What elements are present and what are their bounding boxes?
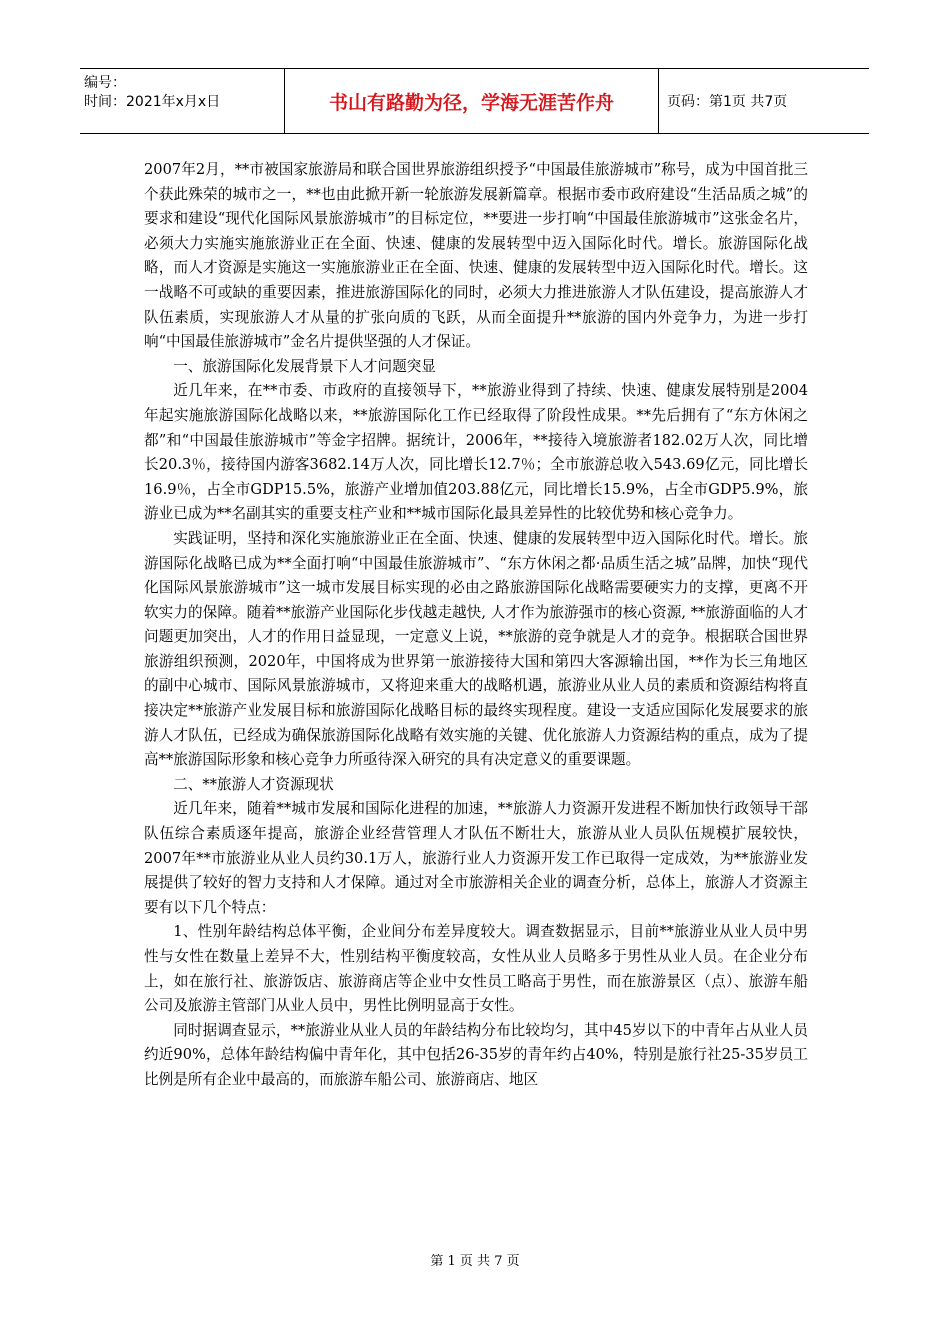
- document-body: [144, 158, 808, 1093]
- paragraph: 近几年来，在**市委、市政府的直接领导下，**旅游业得到了持续、快速、健康发展特别是2004年起实施旅游国际化战略以来，**旅游国际化工作已经取得了阶段性成果。**先后拥有了“东方休闲之都”和“中国最佳旅游城市”等金字招牌。据统计，2006年，**接待入境旅游者182.02万人次，同比增长20.3％，接待国内游客3682.14万人次，同比增长12.7％；全市旅游总收入543.69亿元，同比增长16.9％，占全市GDP15.5%，旅游产业增加值203.88亿元，同比增长15.9%，占全市GDP5.9%，旅游业已成为**名副其实的重要支柱产业和**城市国际化最具差异性的比较优势和核心竞争力。: [144, 382, 808, 523]
- paragraph: 近几年来，随着**城市发展和国际化进程的加速，**旅游人力资源开发进程不断加快行政领导干部队伍综合素质逐年提高，旅游企业经营管理人才队伍不断壮大，旅游从业人员队伍规模扩展较快，2007年**市旅游业从业人员约30.1万人，旅游行业人力资源开发工作已取得一定成效，为**旅游业发展提供了较好的智力支持和人才保障。通过对全市旅游相关企业的调查分析，总体上，旅游人才资源主要有以下几个特点：: [144, 800, 808, 916]
- header-meta: [80, 69, 285, 133]
- section-heading-1: 一、旅游国际化发展背景下人才问题突显: [173, 357, 436, 375]
- header-page-number: 页码：第1页 共7页: [667, 94, 788, 110]
- document-time: 时间：2021年x月x日: [84, 94, 221, 110]
- header-motto: 书山有路勤为径，学海无涯苦作舟: [285, 69, 659, 133]
- paragraph-intro: 2007年2月，**市被国家旅游局和联合国世界旅游组织授予“中国最佳旅游城市”称号，成为中国首批三个获此殊荣的城市之一，**也由此掀开新一轮旅游发展新篇章。根据市委市政府建设“生活品质之城”的要求和建设“现代化国际风景旅游城市”的目标定位，**要进一步打响“中国最佳旅游城市”这张金名片，必须大力实施实施旅游业正在全面、快速、健康的发展转型中迈入国际化时代。增长。旅游国际化战略，而人才资源是实施这一实施旅游业正在全面、快速、健康的发展转型中迈入国际化时代。增长。这一战略不可或缺的重要因素，推进旅游国际化的同时，必须大力推进旅游人才队伍建设，提高旅游人才队伍素质，实现旅游人才从量的扩张向质的飞跃，从而全面提升**旅游的国内外竞争力，为进一步打响“中国最佳旅游城市”金名片提供坚强的人才保证。: [144, 161, 808, 351]
- paragraph: 实践证明，坚持和深化实施旅游业正在全面、快速、健康的发展转型中迈入国际化时代。增长。旅游国际化战略已成为**全面打响“中国最佳旅游城市”、“东方休闲之都·品质生活之城”品牌，加快“现代化国际风景旅游城市”这一城市发展目标实现的必由之路旅游国际化战略需要硬实力的支撑，更离不开软实力的保障。随着**旅游产业国际化步伐越走越快, 人才作为旅游强市的核心资源, **旅游面临的人才问题更加突出，人才的作用日益显现，一定意义上说，**旅游的竞争就是人才的竞争。根据联合国世界旅游组织预测，2020年，中国将成为世界第一旅游接待大国和第四大客源输出国，**作为长三角地区的副中心城市、国际风景旅游城市，又将迎来重大的战略机遇，旅游业从业人员的素质和资源结构将直接决定**旅游产业发展目标和旅游国际化战略目标的最终实现程度。建设一支适应国际化发展要求的旅游人才队伍，已经成为确保旅游国际化战略有效实施的关键、优化旅游人力资源结构的重点，成为了提高**旅游国际形象和核心竞争力所亟待深入研究的具有决定意义的重要课题。: [144, 529, 808, 769]
- page-footer: 第 1 页 共 7 页: [430, 1254, 520, 1269]
- section-heading-2: 二、**旅游人才资源现状: [173, 775, 334, 793]
- paragraph: 同时据调查显示，**旅游业从业人员的年龄结构分布比较均匀，其中45岁以下的中青年占从业人员约近90%，总体年龄结构偏中青年化，其中包括26-35岁的青年约占40%，特别是旅行社25-35岁员工比例是所有企业中最高的，而旅游车船公司、旅游商店、地区: [144, 1021, 808, 1088]
- page-header: [80, 68, 869, 134]
- document-number: 编号：: [84, 75, 126, 91]
- paragraph: 1、性别年龄结构总体平衡，企业间分布差异度较大。调查数据显示，目前**旅游业从业人员中男性与女性在数量上差异不大，性别结构平衡度较高，女性从业人员略多于男性从业人员。在企业分布上，如在旅行社、旅游饭店、旅游商店等企业中女性员工略高于男性，而在旅游景区（点）、旅游车船公司及旅游主管部门从业人员中，男性比例明显高于女性。: [144, 923, 808, 1015]
